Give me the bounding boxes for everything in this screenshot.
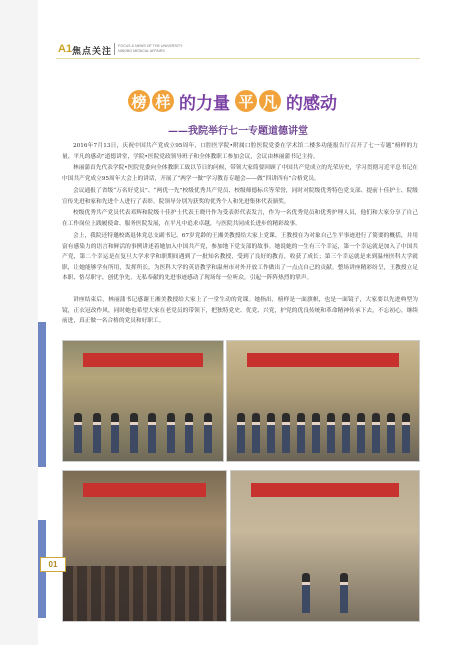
stage-banner xyxy=(251,483,399,497)
header-separator xyxy=(114,43,115,55)
title-char-circle: 样 xyxy=(152,90,174,112)
article-paragraph: 林丽蒲首先代表学院•医院党委向全体教职工致以节日的问候，带领大家简要回顾了中国共产党成立的光荣历史，学习贯彻习近平总书记在中国共产党成立95周年大会上的讲话，开展了“两学一做”学习教育专题会——做“四讲四有”合格党员。 xyxy=(62,165,418,182)
title-text: 的感动 xyxy=(286,93,337,114)
photo-people xyxy=(233,413,413,453)
article-title xyxy=(128,88,340,114)
section-english-tag: FOCUS & NEWS OF THE UNIVERSITY · NINGBO MEDICAL AFFAIRS xyxy=(118,44,185,53)
page-side-strip xyxy=(0,0,38,645)
article-paragraph: 2016年7月13日，庆祝中国共产党成立95周年，口腔医学院•附属口腔医院党委在学术馆二楼多功能报告厅召开了七一专题“榜样的力量、平凡的感动”道德讲堂，学院•医院党政领导班子和全体教职工参加会议，会议由林丽蒲书记主持。 xyxy=(62,143,418,160)
article-paragraph: 会上，我院还特邀校离退休党总支副书记、67岁党龄的王湘美教授给大家上党课。王教授在为对象自己生平事迹进行了简要的概括，并用富有感染力的语言和鲜活的事例讲述着她加入中国共产党，参加地下党支部的故事。她说她的一生有三个幸运，第一个幸运就是加入了中国共产党，第二个幸运是在复旦大学求学和职期间遇到了一批知名教授，受到了良好的教育，收获了成长；第三个幸运就是来到温州医科大学就职，让她能够学有所用，发挥所长，为医科大学的英语教学和温州市对外开放工作做出了一点点自己的贡献。整场讲座精彩纷呈，王教授立足本职、恪尽职守、创优争先，无私奉献的先进事迹感动了现场每一位听众，引起一阵阵热烈的掌声。 xyxy=(62,233,418,281)
article-paragraph: 会议通报了省级“万名好党员”、“两优一先”校级优秀共产党员、校级师德标兵等荣誉，同时对院级优秀特色党支部、提前十佳护士、院级宣传先进和家和先进个人进行了表彰。院领导分别为获奖的优秀个人和先进集体代表颁奖。 xyxy=(62,188,418,205)
side-accent-bar xyxy=(38,322,46,467)
article-paragraph: 校级优秀共产党员代表邓辉和院级十佳护士代表王晓丹作为受表彰代表发言，作为一名优秀党员和优秀护理人员，他们和大家分享了自己在工作岗位上践履使命、服务医院发展，在平凡中追求卓越，与医院共同成长进步的精彩故事。 xyxy=(62,210,418,227)
title-char-circle: 榜 xyxy=(128,90,150,112)
event-photo-group-1 xyxy=(62,340,224,462)
page-number: 01 xyxy=(40,557,66,572)
event-photo-award xyxy=(230,470,420,622)
title-char-circle: 凡 xyxy=(259,90,281,112)
title-char-circle: 平 xyxy=(235,90,257,112)
stage-banner xyxy=(247,353,399,367)
photo-people xyxy=(237,573,413,613)
stage-banner xyxy=(83,483,206,497)
audience-seats xyxy=(63,566,226,621)
header-rule xyxy=(56,58,420,59)
photo-people xyxy=(69,413,217,453)
title-text: 的力量 xyxy=(179,93,230,114)
stage-banner xyxy=(83,353,203,367)
article-subtitle: ——我院举行七一专题道德讲堂 xyxy=(168,126,308,137)
section-title: 焦点关注 xyxy=(72,47,113,57)
section-code: A1 xyxy=(58,43,73,55)
event-photo-audience xyxy=(62,470,227,622)
article-paragraph: 讲座结束后，林丽蒲书记感谢王湘美教授给大家上了一堂生动的党课。她指出，榜样是一面旗帜，也是一面镜子，大家要以先进典型为镜，正衣冠改作风，同时她也希望大家在老党员的带领下，把独特党史、优党、兴党，护党的优良传统和革命精神传承下去，不忘初心，继续前进，真正做一名合格的党员和好职工。 xyxy=(62,297,418,324)
event-photo-group-2 xyxy=(226,340,420,462)
